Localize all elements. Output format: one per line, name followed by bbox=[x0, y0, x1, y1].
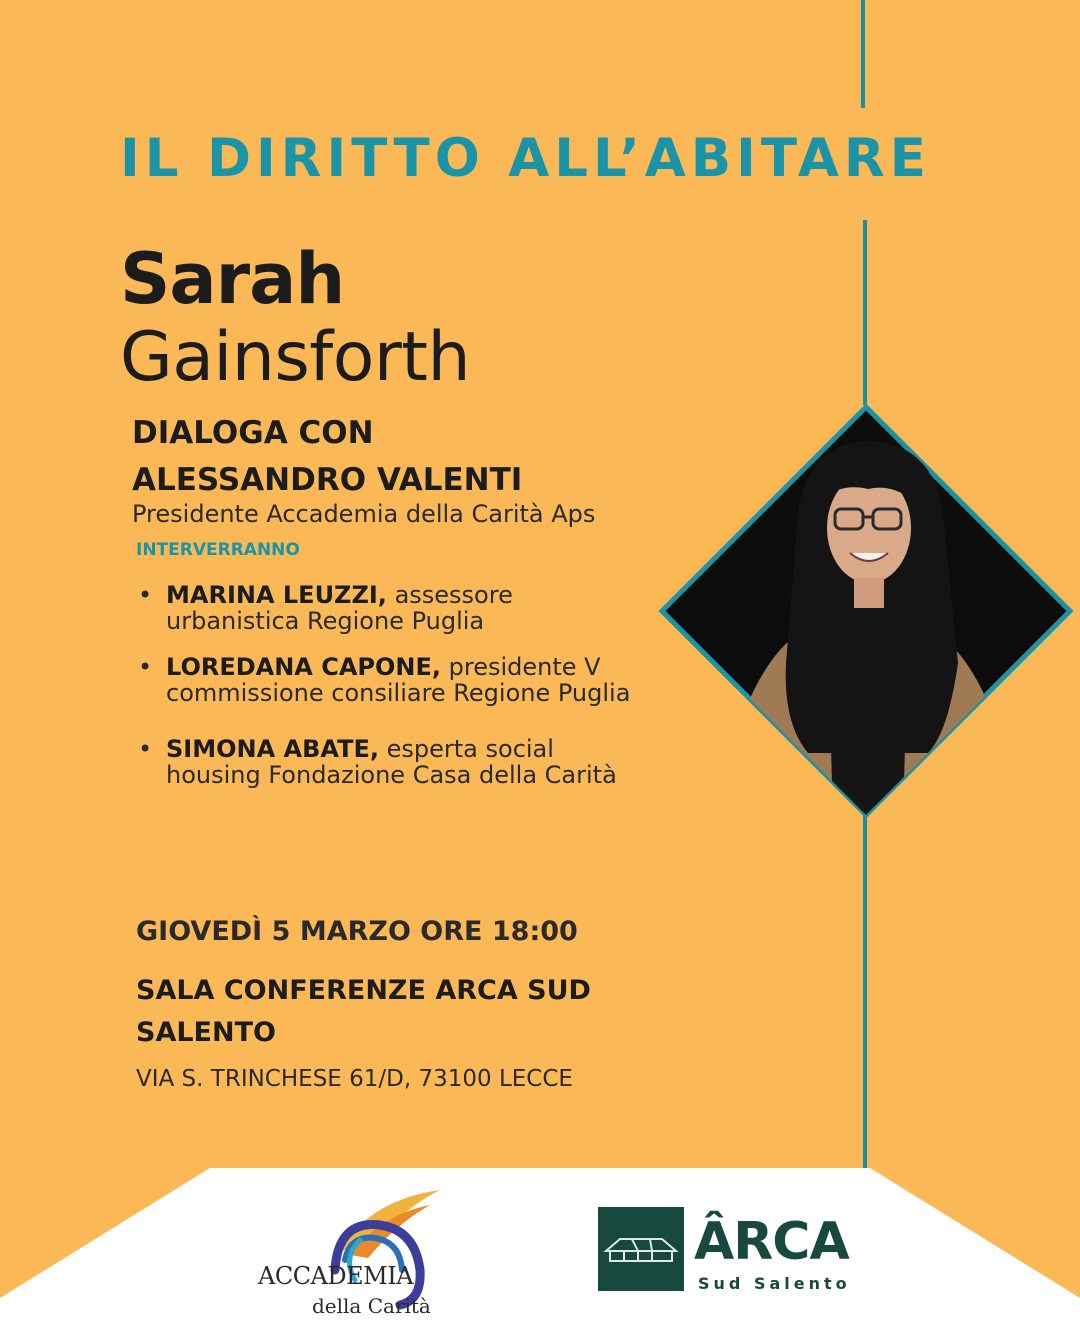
speaker-role: esperta social bbox=[386, 735, 554, 763]
arca-logo-subtitle: Sud Salento bbox=[698, 1274, 851, 1293]
speaker-role-cont: urbanistica Regione Puglia bbox=[166, 607, 485, 635]
divider-line-top bbox=[861, 0, 865, 108]
list-item bbox=[134, 654, 654, 706]
speaker-name: LOREDANA CAPONE, bbox=[166, 653, 442, 681]
event-title: IL DIRITTO ALL’ABITARE bbox=[120, 128, 931, 189]
arca-logo-name: ÂRCA bbox=[694, 1212, 849, 1272]
bullet-icon: • bbox=[138, 735, 153, 763]
speaker-role: presidente V bbox=[448, 653, 601, 681]
guest-first-name: Sarah bbox=[120, 238, 345, 320]
moderator-role: Presidente Accademia della Carità Aps bbox=[132, 500, 596, 528]
speaker-name: SIMONA ABATE, bbox=[166, 735, 379, 763]
list-item bbox=[134, 736, 654, 788]
arca-logo-icon bbox=[598, 1207, 684, 1291]
divider-line-bottom bbox=[863, 812, 867, 1172]
speakers-heading: INTERVERRANNO bbox=[136, 540, 300, 560]
event-venue: SALA CONFERENZE ARCA SUD SALENTO bbox=[136, 975, 591, 1048]
accademia-logo-subtitle: della Carità bbox=[312, 1294, 431, 1318]
guest-photo bbox=[658, 403, 1074, 819]
event-date: GIOVEDÌ 5 MARZO ORE 18:00 bbox=[136, 916, 578, 947]
speakers-list bbox=[134, 582, 654, 788]
divider-line-middle bbox=[863, 220, 867, 405]
accademia-logo-name: ACCADEMIA bbox=[258, 1262, 414, 1290]
guest-last-name: Gainsforth bbox=[120, 318, 471, 397]
speaker-role-cont: commissione consiliare Regione Puglia bbox=[166, 679, 631, 707]
speaker-role-cont: housing Fondazione Casa della Carità bbox=[166, 761, 617, 789]
dialoga-label: DIALOGA CON bbox=[132, 415, 374, 451]
house-icon bbox=[598, 1207, 684, 1291]
bullet-icon: • bbox=[138, 581, 153, 609]
list-item bbox=[134, 582, 654, 634]
bullet-icon: • bbox=[138, 653, 153, 681]
footer-band bbox=[0, 1168, 1080, 1338]
moderator-name: ALESSANDRO VALENTI bbox=[132, 462, 523, 498]
moderator-block bbox=[132, 410, 522, 504]
speaker-role: assessore bbox=[394, 581, 513, 609]
speaker-name: MARINA LEUZZI, bbox=[166, 581, 387, 609]
event-address: VIA S. TRINCHESE 61/D, 73100 LECCE bbox=[136, 1066, 573, 1092]
